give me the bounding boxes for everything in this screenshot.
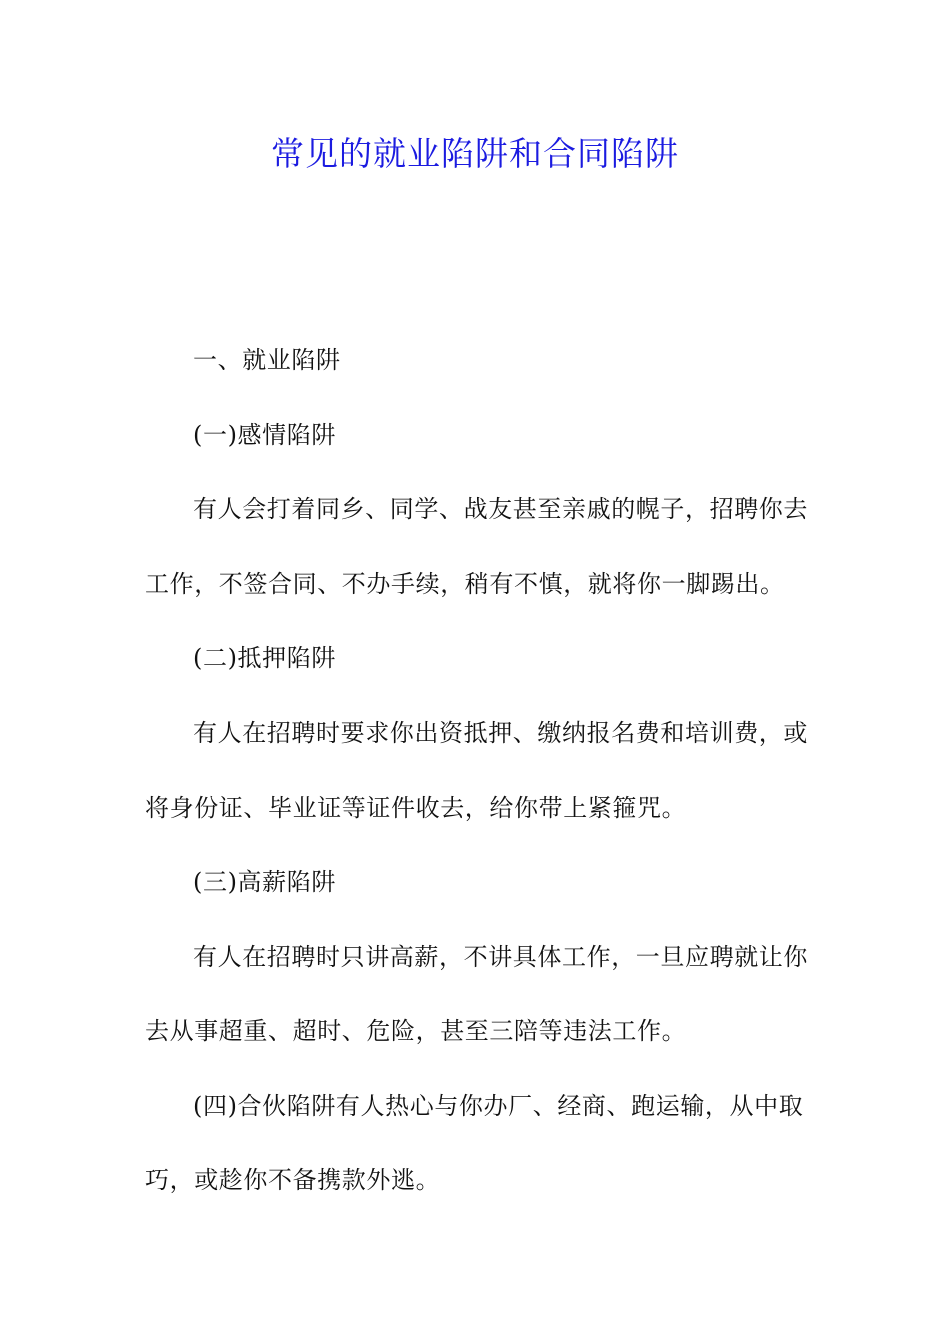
subheading-emotion-trap: (一)感情陷阱 <box>193 421 336 449</box>
paragraph-line: 去从事超重、超时、危险，甚至三陪等违法工作。 <box>145 1017 687 1045</box>
section-heading-employment-traps: 一、就业陷阱 <box>193 346 341 374</box>
document-title: 常见的就业陷阱和合同陷阱 <box>271 134 679 173</box>
subheading-mortgage-trap: (二)抵押陷阱 <box>193 644 336 672</box>
subheading-high-salary-trap: (三)高薪陷阱 <box>193 868 336 896</box>
paragraph-line: 有人在招聘时要求你出资抵押、缴纳报名费和培训费，或 <box>193 719 808 747</box>
paragraph-line: 巧，或趁你不备携款外逃。 <box>145 1166 441 1194</box>
paragraph-line-partnership-trap: (四)合伙陷阱有人热心与你办厂、经商、跑运输，从中取 <box>193 1092 804 1120</box>
paragraph-line: 工作，不签合同、不办手续，稍有不慎，就将你一脚踢出。 <box>145 570 785 598</box>
paragraph-line: 有人会打着同乡、同学、战友甚至亲戚的幌子，招聘你去 <box>193 495 808 523</box>
paragraph-line: 将身份证、毕业证等证件收去，给你带上紧箍咒。 <box>145 794 687 822</box>
paragraph-line: 有人在招聘时只讲高薪，不讲具体工作，一旦应聘就让你 <box>193 943 808 971</box>
